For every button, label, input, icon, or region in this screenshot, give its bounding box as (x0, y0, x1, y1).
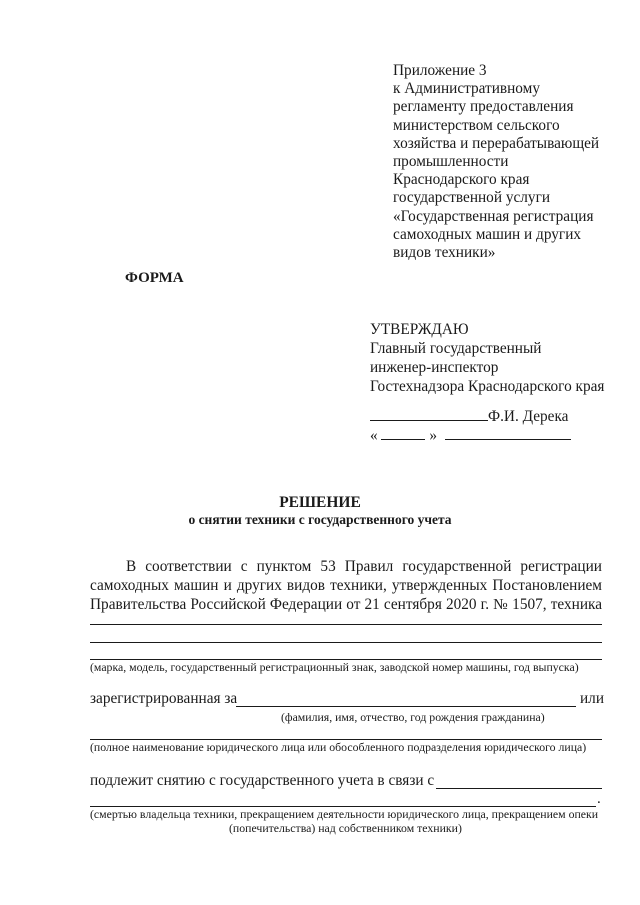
date-open-quote: « (370, 427, 378, 444)
appendix-line: видов техники» (393, 244, 496, 262)
paragraph-line: Правительства Российской Федерации от 21 сентября 2020 г. № 1507, техника (90, 596, 602, 613)
date-close-quote: » (429, 427, 437, 444)
paragraph-line: В соответствии с пунктом 53 Правил государственной регистрации (126, 558, 602, 575)
vehicle-line-1[interactable] (90, 624, 602, 625)
appendix-header (393, 62, 623, 262)
appendix-line: «Государственная регистрация (393, 207, 594, 225)
appendix-line: самоходных машин и других (393, 225, 582, 243)
decision-subtitle: о снятии техники с государственного учета (188, 512, 452, 527)
appendix-line: промышленности (393, 153, 509, 171)
appendix-line: хозяйства и перерабатывающей (393, 134, 600, 152)
decision-title: РЕШЕНИЕ (279, 494, 361, 511)
reason-caption-1: (смертью владельца техники, прекращением деятельности юридического лица, прекращением опеки (90, 807, 599, 821)
appendix-line: министерством сельского (393, 116, 560, 134)
form-label: ФОРМА (125, 270, 184, 286)
removal-row (90, 772, 434, 790)
appendix-line: государственной услуги (393, 189, 551, 207)
vehicle-caption: (марка, модель, государственный регистрационный знак, заводской номер машины, год выпуска) (90, 660, 579, 674)
reason-blank-1[interactable] (436, 788, 602, 789)
body-paragraph (90, 557, 602, 614)
reason-caption-2: (попечительства) над собственником техники) (229, 821, 462, 835)
citizen-blank[interactable] (236, 706, 576, 707)
approval-line: инженер-инспектор (370, 359, 499, 376)
date-row (370, 425, 571, 445)
signature-row (370, 406, 568, 426)
appendix-line: Приложение 3 (393, 62, 487, 79)
appendix-line: к Административному (393, 80, 540, 98)
date-month-year-blank[interactable] (445, 425, 571, 440)
registered-label: зарегистрированная за (90, 690, 238, 707)
signature-name: Ф.И. Дерека (488, 408, 569, 425)
approval-line: Главный государственный (370, 340, 542, 357)
removal-label: подлежит снятию с государственного учета в связи с (90, 772, 435, 789)
paragraph-line: самоходных машин и других видов техники, утвержденных Постановлением (90, 577, 602, 594)
date-day-blank[interactable] (381, 425, 425, 440)
end-dot: . (597, 791, 601, 807)
appendix-line: Краснодарского края (393, 171, 530, 189)
approval-block (370, 320, 604, 396)
citizen-caption: (фамилия, имя, отчество, год рождения гражданина) (281, 710, 545, 724)
approval-line: Гостехнадзора Краснодарского края (370, 378, 605, 395)
legal-caption: (полное наименование юридического лица или обособленного подразделения юридического лица) (90, 740, 587, 754)
appendix-line: регламенту предоставления (393, 98, 574, 116)
or-label: или (580, 690, 605, 707)
vehicle-line-2[interactable] (90, 642, 602, 643)
approval-title: УТВЕРЖДАЮ (370, 321, 469, 338)
signature-blank[interactable] (370, 406, 488, 421)
